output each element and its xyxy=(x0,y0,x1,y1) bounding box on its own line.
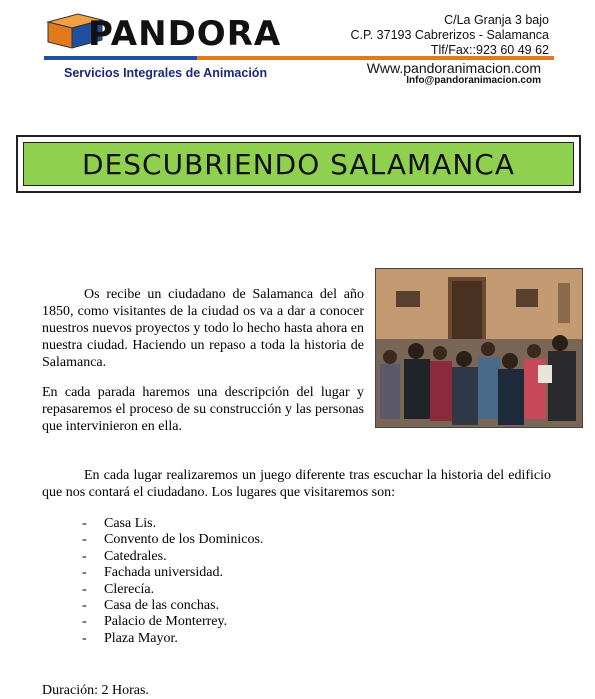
address-line-2: C.P. 37193 Cabrerizos - Salamanca xyxy=(350,28,549,42)
list-bullet: - xyxy=(82,516,87,531)
list-item xyxy=(82,582,263,598)
list-bullet: - xyxy=(82,598,87,614)
place-name: Plaza Mayor. xyxy=(104,630,178,646)
website-link[interactable]: Www.pandoranimacion.com xyxy=(366,60,541,76)
list-item xyxy=(82,598,263,614)
address-line-1: C/La Granja 3 bajo xyxy=(444,13,549,27)
list-bullet: - xyxy=(82,614,87,630)
place-name: Fachada universidad. xyxy=(104,565,223,581)
intro-paragraph: Os recibe un ciudadano de Salamanca del año 1850, como visitantes de la ciudad os va a dar a conocer nuestros nuevos proyectos y todo lo hecho hasta ahora en nuestra ciudad. Haciendo un repaso a toda la historia de Salamanca. xyxy=(42,287,364,370)
title-banner-fill xyxy=(23,142,574,186)
logo-wordmark: PANDORA xyxy=(88,14,282,54)
places-list xyxy=(82,516,263,647)
place-name: Palacio de Monterrey. xyxy=(104,614,228,630)
group-tour-photo xyxy=(375,268,583,428)
list-bullet: - xyxy=(82,565,87,581)
list-bullet: - xyxy=(82,630,87,646)
third-paragraph: En cada lugar realizaremos un juego diferente tras escuchar la historia del edificio que nos contará el ciudadano. Los lugares que visitaremos son: xyxy=(42,468,551,500)
logo-subtitle: Servicios Integrales de Animación xyxy=(64,66,268,80)
place-name: Casa Lis. xyxy=(104,516,157,531)
list-item xyxy=(82,631,263,647)
list-item xyxy=(82,516,263,532)
list-bullet: - xyxy=(82,581,87,597)
photo-illustration xyxy=(376,269,582,427)
second-paragraph: En cada parada haremos una descripción del lugar y repasaremos el proceso de su construcción y las personas que intervinieron en ella. xyxy=(42,385,364,434)
place-name: Catedrales. xyxy=(104,548,167,564)
list-item xyxy=(82,532,263,548)
list-item xyxy=(82,614,263,630)
duration-text: Duración: 2 Horas. xyxy=(42,683,149,698)
list-bullet: - xyxy=(82,532,87,548)
place-name: Casa de las conchas. xyxy=(104,598,220,614)
place-name: Convento de los Dominicos. xyxy=(104,532,264,548)
page-title: DESCUBRIENDO SALAMANCA xyxy=(82,147,515,181)
phone-fax: Tlf/Fax::923 60 49 62 xyxy=(430,43,549,57)
place-name: Clerecía. xyxy=(104,581,155,597)
contact-address xyxy=(351,13,550,58)
title-banner xyxy=(16,135,581,193)
list-item xyxy=(82,565,263,581)
list-bullet: - xyxy=(82,548,87,564)
list-item xyxy=(82,549,263,565)
email-link[interactable]: Info@pandoranimacion.com xyxy=(406,75,541,86)
contact-web xyxy=(367,61,541,86)
